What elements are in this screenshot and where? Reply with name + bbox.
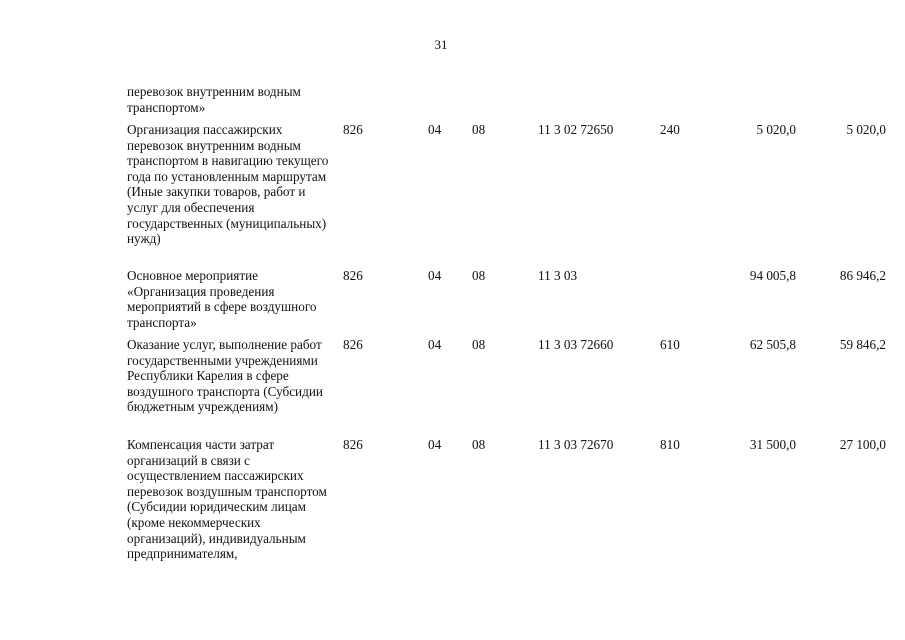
target-article-code: 11 3 03 (538, 268, 578, 283)
continued-row-text: перевозок внутренним водным транспортом» (127, 84, 301, 115)
expense-type-code: 610 (660, 337, 680, 352)
ministry-code: 826 (343, 437, 363, 452)
page-number: 31 (434, 37, 448, 52)
sum-year-1: 62 505,8 (749, 337, 796, 352)
sum-year-2: 27 100,0 (839, 437, 886, 452)
subsection-code: 08 (472, 268, 486, 283)
section-code: 04 (428, 437, 442, 452)
row-description: Основное мероприятие «Организация проведения мероприятий в сфере воздушного транспорта» (127, 268, 317, 330)
ministry-code: 826 (343, 337, 363, 352)
sum-year-1: 31 500,0 (749, 437, 796, 452)
ministry-code: 826 (343, 122, 363, 137)
sum-year-2: 86 946,2 (839, 268, 886, 283)
row-description: Компенсация части затрат организаций в связи с осуществлением пассажирских перевозок воздушным транспортом (Субсидии юридическим лицам (кроме некоммерческих организаций), индивидуальным предпринимателям, (127, 437, 327, 562)
subsection-code: 08 (472, 337, 486, 352)
ministry-code: 826 (343, 268, 363, 283)
section-code: 04 (428, 268, 442, 283)
section-code: 04 (428, 122, 442, 137)
target-article-code: 11 3 03 72670 (538, 437, 614, 452)
sum-year-1: 5 020,0 (756, 122, 796, 137)
sum-year-1: 94 005,8 (749, 268, 796, 283)
sum-year-2: 59 846,2 (839, 337, 886, 352)
sum-year-2: 5 020,0 (846, 122, 886, 137)
row-description: Оказание услуг, выполнение работ государственными учреждениями Республики Карелия в сфере воздушного транспорта (Субсидии бюджетным учреждениям) (127, 337, 323, 415)
target-article-code: 11 3 02 72650 (538, 122, 614, 137)
subsection-code: 08 (472, 122, 486, 137)
subsection-code: 08 (472, 437, 486, 452)
expense-type-code: 240 (660, 122, 680, 137)
section-code: 04 (428, 337, 442, 352)
expense-type-code: 810 (660, 437, 680, 452)
row-description: Организация пассажирских перевозок внутренним водным транспортом в навигацию текущего года по установленным маршрутам (Иные закупки товаров, работ и услуг для обеспечения государственных (муниципальных) нужд) (127, 122, 329, 247)
target-article-code: 11 3 03 72660 (538, 337, 614, 352)
